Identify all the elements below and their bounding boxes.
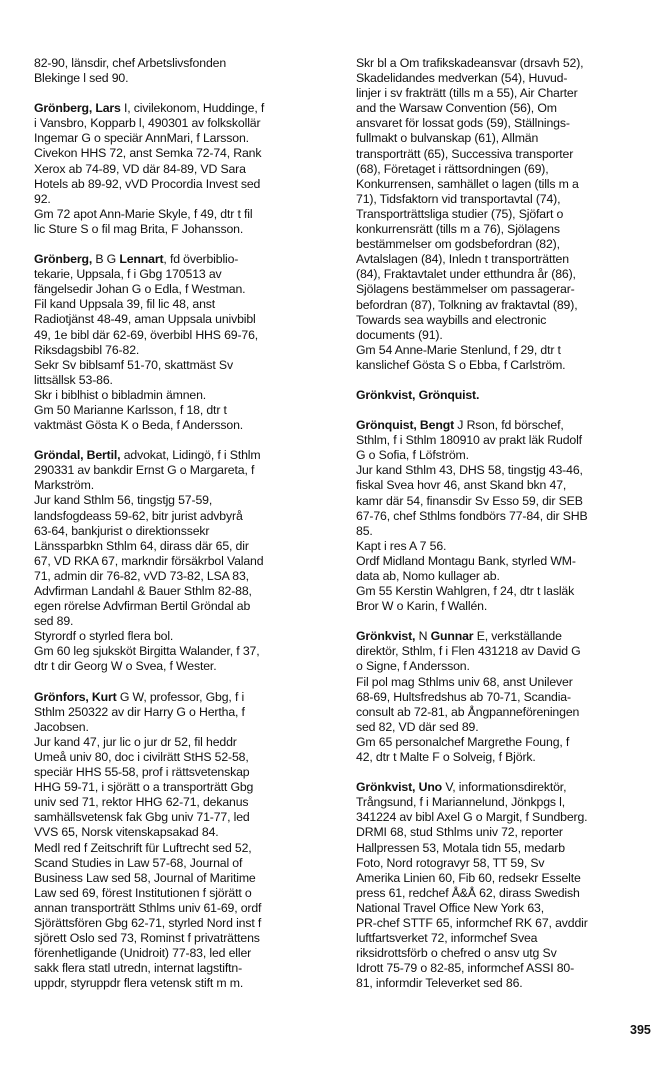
entry-text: 49, 1e bibl där 62-69, överbibl HHS 69-76,	[34, 327, 259, 342]
entry-text: dtr t dir Georg W o Svea, f Wester.	[34, 659, 217, 674]
entry-text: Bror W o Karin, f Wallén.	[356, 599, 488, 614]
entry-text: landsfogdeass 59-62, bitr jurist advbyrå	[34, 508, 243, 523]
entry-text: B G	[92, 252, 120, 267]
biography-entry	[356, 629, 652, 765]
entry-text: Blekinge l sed 90.	[34, 71, 129, 86]
entry-line	[34, 207, 332, 222]
name-heading: Grönkvist, Grönquist.	[356, 387, 480, 402]
entry-text: Skadelidandes medverkan (54), Huvud-	[356, 71, 568, 86]
entry-text: Jur kand 47, jur lic o jur dr 52, fil heddr	[34, 734, 237, 749]
entry-text: Radiotjänst 48-49, aman Uppsala univbibl	[34, 312, 256, 327]
entry-text: speciär HHS 55-58, prof i rättsvetenskap	[34, 765, 250, 780]
entry-text: förenhetligande (Unidroit) 77-83, led eller	[34, 946, 252, 961]
entry-line	[356, 328, 652, 343]
entry-line	[34, 825, 332, 840]
entry-text: Sthlm, f i Sthlm 180910 av prakt läk Rudolf	[356, 433, 582, 448]
biography-entry	[356, 418, 652, 614]
entry-line	[356, 795, 652, 810]
entry-line	[356, 886, 652, 901]
entry-line	[34, 690, 332, 705]
entry-line	[34, 373, 332, 388]
biography-entry	[356, 780, 652, 991]
entry-line	[34, 871, 332, 886]
entry-text: Riksdagsbibl 76-82.	[34, 342, 140, 357]
entry-line	[34, 131, 332, 146]
entry-line	[356, 659, 652, 674]
name-heading: Lennart	[119, 252, 164, 267]
entry-line	[34, 599, 332, 614]
entry-line	[34, 554, 332, 569]
entry-line	[34, 358, 332, 373]
entry-line	[34, 252, 332, 267]
entry-line	[34, 720, 332, 735]
entry-text: HHG 59-71, i sjörätt o a transporträtt Gbg	[34, 780, 254, 795]
entry-text: vaktmäst Gösta K o Beda, f Andersson.	[34, 418, 244, 433]
entry-line	[34, 795, 332, 810]
entry-line	[356, 177, 652, 192]
entry-line	[34, 478, 332, 493]
entry-text: Towards sea waybills and electronic	[356, 312, 547, 327]
entry-text: Gm 65 personalchef Margrethe Foung, f	[356, 734, 570, 749]
entry-line	[34, 71, 332, 86]
entry-line	[34, 403, 332, 418]
entry-line	[34, 116, 332, 131]
entry-text: littsällsk 53-86.	[34, 372, 113, 387]
biography-entry	[356, 388, 652, 403]
entry-text: ansvaret för lossat gods (59), Ställnings-	[356, 116, 570, 131]
entry-text: Gm 50 Marianne Karlsson, f 18, dtr t	[34, 402, 227, 417]
entry-text: fängelsedir Johan G o Edla, f Westman.	[34, 282, 246, 297]
entry-line	[356, 192, 652, 207]
entry-text: Sjölagens bestämmelser om passagerar-	[356, 282, 575, 297]
entry-line	[34, 328, 332, 343]
entry-text: G W, professor, Gbg, f i	[116, 689, 245, 704]
entry-line	[356, 448, 652, 463]
entry-text: Transporträttsliga studier (75), Sjöfart o	[356, 206, 564, 221]
entry-text: tekarie, Uppsala, f i Gbg 170513 av	[34, 267, 222, 282]
entry-line	[356, 705, 652, 720]
entry-text: 341224 av bibl Axel G o Margit, f Sundberg.	[356, 810, 588, 825]
name-heading: Gunnar	[430, 629, 474, 644]
entry-line	[34, 282, 332, 297]
entry-line	[34, 146, 332, 161]
entry-line	[34, 584, 332, 599]
entry-line	[34, 524, 332, 539]
entry-text: 42, dtr t Malte F o Solveig, f Björk.	[356, 750, 536, 765]
entry-text: lic Sture S o fil mag Brita, F Johansson.	[34, 221, 244, 236]
entry-line	[356, 494, 652, 509]
entry-line	[34, 780, 332, 795]
entry-text: Sthlm 250322 av dir Harry G o Hertha, f	[34, 704, 245, 719]
entry-text: Trångsund, f i Mariannelund, Jönkpgs l,	[356, 795, 566, 810]
entry-line	[356, 162, 652, 177]
entry-line	[34, 297, 332, 312]
entry-text: bestämmelser om godsbefordran (82),	[356, 237, 560, 252]
biography-entry	[34, 448, 332, 674]
entry-line	[356, 101, 652, 116]
entry-line	[34, 705, 332, 720]
entry-text: Foto, Nord rotogravyr 58, TT 59, Sv	[356, 855, 545, 870]
entry-text: Markström.	[34, 478, 94, 493]
entry-text: N	[415, 629, 431, 644]
entry-line	[356, 946, 652, 961]
entry-line	[356, 916, 652, 931]
entry-line	[356, 931, 652, 946]
entry-text: Civekon HHS 72, anst Semka 72-74, Rank	[34, 146, 262, 161]
entry-text: Länssparbkn Sthlm 64, dirass där 65, dir	[34, 538, 249, 553]
entry-text: 82-90, länsdir, chef Arbetslivsfonden	[34, 56, 227, 70]
entry-line	[34, 509, 332, 524]
entry-line	[356, 961, 652, 976]
entry-text: , fd överbiblio-	[163, 252, 239, 267]
entry-text: fullmakt o bulvanskap (61), Allmän	[356, 131, 539, 146]
entry-text: sakk flera statl utredn, internat lagstiftn-	[34, 961, 243, 976]
entry-text: uppdr, styruppdr flera vetensk stift m m.	[34, 976, 244, 991]
entry-text: Sjörättsfören Gbg 62-71, styrled Nord inst f	[34, 915, 262, 930]
entry-line	[356, 71, 652, 86]
entry-text: V, informationsdirektör,	[442, 780, 567, 795]
entry-line	[356, 343, 652, 358]
entry-line	[356, 237, 652, 252]
entry-line	[356, 810, 652, 825]
entry-text: univ sed 71, rektor HHG 62-71, dekanus	[34, 795, 249, 810]
entry-line	[34, 177, 332, 192]
entry-text: Sekr Sv biblsamf 51-70, skattmäst Sv	[34, 357, 233, 372]
entry-line	[356, 675, 652, 690]
entry-text: 81, informdir Televerket sed 86.	[356, 976, 523, 991]
entry-line	[356, 584, 652, 599]
entry-line	[356, 901, 652, 916]
right-column	[356, 56, 652, 1006]
entry-line	[356, 825, 652, 840]
entry-text: Amerika Linien 60, Fib 60, redsekr Esselte	[356, 870, 581, 885]
entry-text: and the Warsaw Convention (56), Om	[356, 101, 557, 116]
entry-line	[356, 282, 652, 297]
entry-line	[34, 418, 332, 433]
entry-text: Law sed 69, förest Institutionen f sjörätt o	[34, 885, 252, 900]
entry-text: Umeå univ 80, doc i civilrätt StHS 52-58,	[34, 749, 249, 764]
entry-line	[34, 448, 332, 463]
entry-text: Hallpressen 53, Motala tidn 55, medarb	[356, 840, 565, 855]
entry-text: Scand Studies in Law 57-68, Journal of	[34, 855, 243, 870]
entry-text: Kapt i res A 7 56.	[356, 538, 447, 553]
entry-line	[356, 56, 652, 71]
entry-text: luftfartsverket 72, informchef Svea	[356, 931, 538, 946]
name-heading: Grönkvist,	[356, 629, 416, 644]
entry-line	[34, 343, 332, 358]
entry-text: PR-chef STTF 65, informchef RK 67, avddir	[356, 915, 588, 930]
entry-line	[356, 388, 652, 403]
name-heading: Gröndal, Bertil,	[34, 448, 121, 463]
entry-line	[34, 192, 332, 207]
entry-text: VVS 65, Norsk vitenskapsakad 84.	[34, 825, 219, 840]
entry-line	[34, 162, 332, 177]
entry-text: Idrott 75-79 o 82-85, informchef ASSI 80-	[356, 961, 575, 976]
name-heading: Grönkvist, Uno	[356, 780, 443, 795]
entry-text: National Travel Office New York 63,	[356, 900, 544, 915]
entry-line	[356, 629, 652, 644]
entry-line	[356, 252, 652, 267]
entry-line	[356, 358, 652, 373]
entry-line	[34, 901, 332, 916]
entry-line	[34, 539, 332, 554]
entry-text: Ordf Midland Montagu Bank, styrled WM-	[356, 553, 576, 568]
entry-line	[356, 599, 652, 614]
biography-entry	[34, 56, 332, 86]
entry-text: Gm 54 Anne-Marie Stenlund, f 29, dtr t	[356, 342, 561, 357]
entry-line	[34, 267, 332, 282]
entry-text: Xerox ab 74-89, VD där 84-89, VD Sara	[34, 161, 246, 176]
entry-text: 67, VD RKA 67, markndir försäkrbol Valand	[34, 553, 264, 568]
entry-line	[34, 644, 332, 659]
entry-line	[34, 56, 332, 71]
entry-text: egen rörelse Advfirman Bertil Gröndal ab	[34, 599, 251, 614]
entry-text: Avtalslagen (84), Inledn t transporträtten	[356, 252, 569, 267]
entry-line	[34, 312, 332, 327]
entry-text: Medl red f Zeitschrift für Luftrecht sed 52,	[34, 840, 252, 855]
entry-line	[34, 493, 332, 508]
entry-line	[356, 433, 652, 448]
entry-line	[34, 629, 332, 644]
biography-entry	[34, 690, 332, 992]
entry-line	[34, 886, 332, 901]
entry-text: consult ab 72-81, ab Ångpanneföreningen	[356, 704, 580, 719]
entry-text: Jur kand Sthlm 56, tingstjg 57-59,	[34, 493, 213, 508]
entry-line	[34, 388, 332, 403]
entry-text: befordran (87), Tolkning av fraktavtal (89),	[356, 297, 578, 312]
entry-text: documents (91).	[356, 327, 443, 342]
entry-line	[356, 871, 652, 886]
entry-line	[356, 690, 652, 705]
entry-line	[34, 976, 332, 991]
entry-text: 67-76, chef Sthlms fondbörs 77-84, dir SHB	[356, 508, 588, 523]
biography-entry	[34, 101, 332, 237]
entry-text: 71, admin dir 76-82, vVD 73-82, LSA 83,	[34, 568, 249, 583]
entry-text: annan transporträtt Sthlms univ 61-69, ordf	[34, 900, 262, 915]
entry-line	[34, 463, 332, 478]
entry-line	[356, 554, 652, 569]
entry-line	[34, 916, 332, 931]
entry-line	[34, 222, 332, 237]
entry-line	[356, 735, 652, 750]
entry-text: E, verkställande	[473, 629, 562, 644]
entry-text: Skr bl a Om trafikskadeansvar (drsavh 52),	[356, 56, 584, 70]
entry-text: press 61, redchef Å&Å 62, dirass Swedish	[356, 885, 580, 900]
entry-line	[34, 614, 332, 629]
name-heading: Grönberg,	[34, 252, 93, 267]
entry-text: riksidrottsförb o chefred o ansv utg Sv	[356, 946, 557, 961]
entry-line	[356, 207, 652, 222]
entry-text: sed 82, VD där sed 89.	[356, 719, 479, 734]
entry-text: 92.	[34, 191, 51, 206]
entry-line	[356, 750, 652, 765]
entry-line	[34, 810, 332, 825]
entry-line	[34, 101, 332, 116]
entry-line	[356, 313, 652, 328]
entry-line	[356, 644, 652, 659]
entry-text: 290331 av bankdir Ernst G o Margareta, f	[34, 463, 255, 478]
entry-text: transporträtt (65), Successiva transporter	[356, 146, 574, 161]
entry-line	[356, 116, 652, 131]
entry-line	[34, 961, 332, 976]
entry-text: Fil kand Uppsala 39, fil lic 48, anst	[34, 297, 216, 312]
entry-text: i Vansbro, Kopparb l, 490301 av folkskollär	[34, 116, 261, 131]
entry-text: Styrordf o styrled flera bol.	[34, 629, 174, 644]
entry-line	[356, 147, 652, 162]
entry-text: Ingemar G o speciär AnnMari, f Larsson.	[34, 131, 249, 146]
entry-line	[34, 841, 332, 856]
name-heading: Grönquist, Bengt	[356, 418, 455, 433]
entry-text: Jacobsen.	[34, 719, 89, 734]
entry-line	[356, 418, 652, 433]
entry-text: (84), Fraktavtalet under etthundra år (86),	[356, 267, 576, 282]
entry-text: (68), Företaget i rättsordningen (69),	[356, 161, 549, 176]
entry-text: I, civilekonom, Huddinge, f	[120, 101, 265, 116]
entry-text: Fil pol mag Sthlms univ 68, anst Unilever	[356, 674, 573, 689]
entry-text: DRMI 68, stud Sthlms univ 72, reporter	[356, 825, 563, 840]
entry-text: advokat, Lidingö, f i Sthlm	[120, 448, 261, 463]
entry-text: G o Sofia, f Löfström.	[356, 448, 469, 463]
entry-text: Hotels ab 89-92, vVD Procordia Invest sed	[34, 176, 261, 191]
page-number: 395	[630, 1023, 651, 1037]
entry-text: kanslichef Gösta S o Ebba, f Carlström.	[356, 357, 566, 372]
entry-line	[356, 509, 652, 524]
entry-text: Jur kand Sthlm 43, DHS 58, tingstjg 43-46,	[356, 463, 583, 478]
entry-text: 85.	[356, 523, 373, 538]
entry-text: Gm 60 leg sjuksköt Birgitta Walander, f 37,	[34, 644, 260, 659]
entry-line	[356, 780, 652, 795]
entry-text: samhällsvetensk fak Gbg univ 71-77, led	[34, 810, 250, 825]
biography-entry	[356, 56, 652, 373]
entry-text: linjer i sv frakträtt (tills m a 55), Air Charter	[356, 86, 578, 101]
entry-text: o Signe, f Andersson.	[356, 659, 470, 674]
entry-text: sjörett Oslo sed 73, Rominst f privaträttens	[34, 931, 260, 946]
biography-entry	[34, 252, 332, 433]
entry-line	[34, 856, 332, 871]
entry-line	[356, 463, 652, 478]
entry-line	[34, 946, 332, 961]
entry-line	[356, 298, 652, 313]
entry-text: 68-69, Hultsfredshus ab 70-71, Scandia-	[356, 689, 571, 704]
entry-line	[356, 524, 652, 539]
entry-text: Gm 72 apot Ann-Marie Skyle, f 49, dtr t fil	[34, 206, 253, 221]
entry-text: fiskal Svea hovr 46, anst Skand bkn 47,	[356, 478, 567, 493]
entry-line	[356, 569, 652, 584]
entry-text: 63-64, bankjurist o direktionssekr	[34, 523, 210, 538]
entry-text: Skr i biblhist o bibladmin ämnen.	[34, 387, 207, 402]
entry-text: sed 89.	[34, 614, 74, 629]
entry-text: kamr där 54, finansdir Sv Esso 59, dir SEB	[356, 493, 583, 508]
entry-line	[34, 750, 332, 765]
entry-text: Business Law sed 58, Journal of Maritime	[34, 870, 256, 885]
name-heading: Grönfors, Kurt	[34, 689, 117, 704]
entry-line	[34, 735, 332, 750]
entry-line	[356, 841, 652, 856]
entry-line	[356, 976, 652, 991]
entry-text: 71), Tidsfaktorn vid transportavtal (74),	[356, 191, 561, 206]
entry-line	[356, 222, 652, 237]
entry-line	[356, 539, 652, 554]
entry-line	[34, 931, 332, 946]
entry-text: J Rson, fd börschef,	[454, 418, 564, 433]
entry-text: Gm 55 Kerstin Wahlgren, f 24, dtr t lasläk	[356, 584, 575, 599]
entry-text: data ab, Nomo kullager ab.	[356, 569, 500, 583]
entry-text: Advfirman Landahl & Bauer Sthlm 82-88,	[34, 584, 252, 598]
entry-line	[356, 478, 652, 493]
entry-line	[356, 720, 652, 735]
entry-text: konkurrensrätt (tills m a 76), Sjölagens	[356, 222, 560, 237]
entry-line	[34, 569, 332, 584]
left-column	[34, 56, 332, 1006]
entry-line	[34, 765, 332, 780]
entry-text: direktör, Sthlm, f i Flen 431218 av David G	[356, 644, 581, 659]
entry-line	[34, 659, 332, 674]
entry-text: Konkurrensen, samhället o lagen (tills m a	[356, 176, 579, 191]
name-heading: Grönberg, Lars	[34, 101, 121, 116]
entry-line	[356, 131, 652, 146]
entry-line	[356, 267, 652, 282]
entry-line	[356, 86, 652, 101]
entry-line	[356, 856, 652, 871]
